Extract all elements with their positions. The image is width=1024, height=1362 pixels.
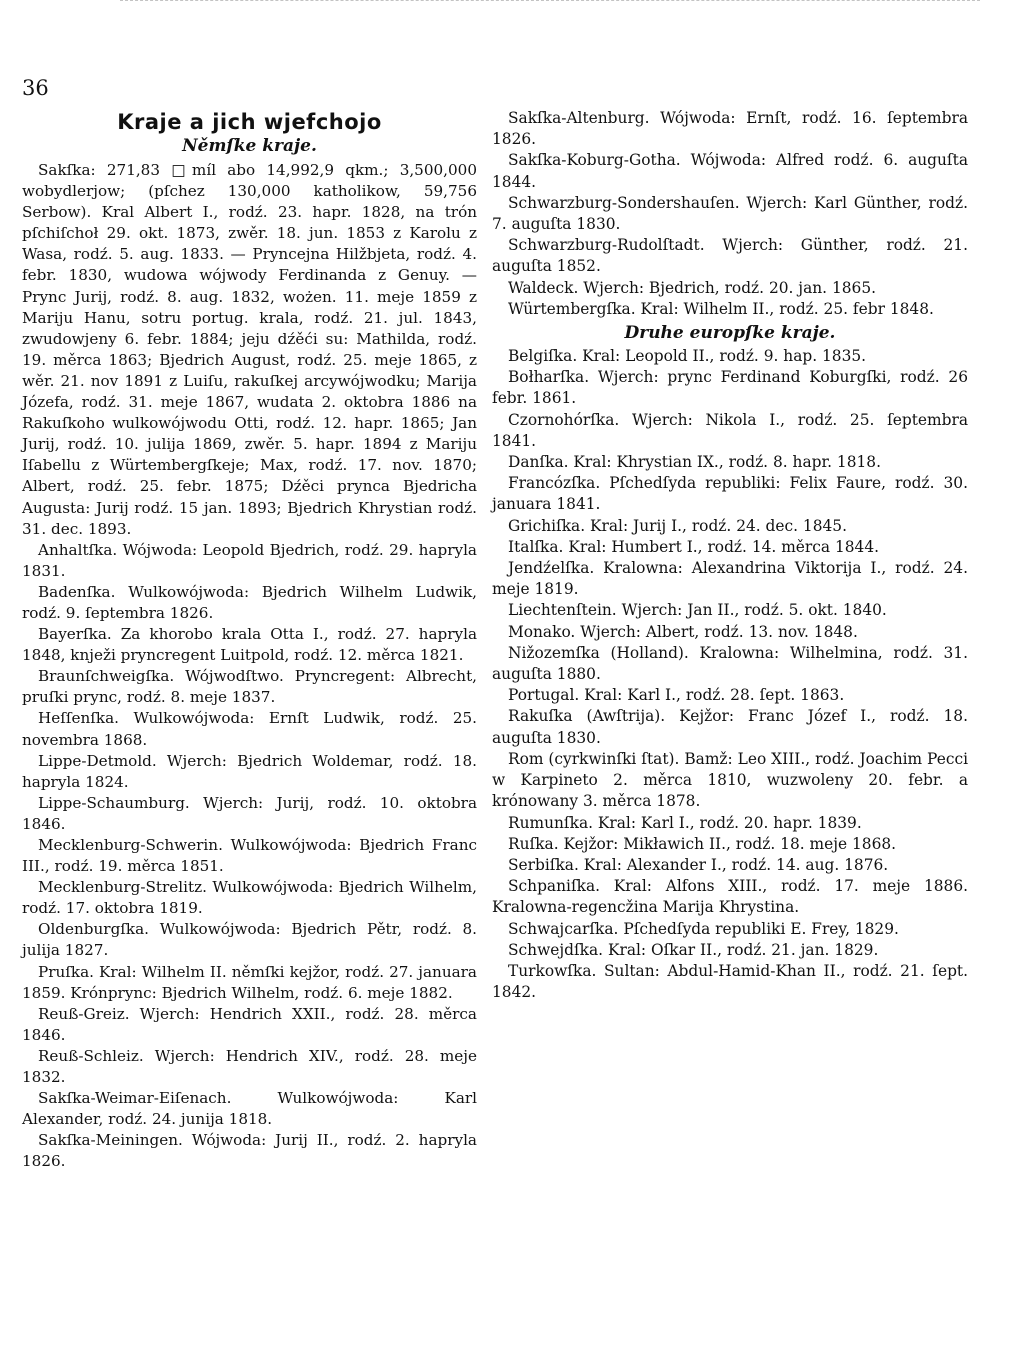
entry-paragraph: Waldeck. Wjerch: Bjedrich, rodź. 20. jan. 1865.: [508, 278, 877, 297]
entry-paragraph: Schwejdſka. Kral: Oſkar II., rodź. 21. jan. 1829.: [508, 940, 879, 959]
entry-paragraph: Schpaniſka. Kral: Alfons XIII., rodź. 17. meje 1886. Kralowna-regencžina Marija Khrystina.: [492, 877, 968, 917]
entry-paragraph: Braunſchweigſka. Wójwodſtwo. Pryncregent: Albrecht, pruſki prync, rodź. 8. meje 1837.: [22, 667, 477, 707]
entry-paragraph: Serbiſka. Kral: Alexander I., rodź. 14. aug. 1876.: [508, 855, 889, 874]
entry-paragraph: Oldenburgſka. Wulkowójwoda: Bjedrich Pětr, rodź. 8. julija 1827.: [22, 920, 477, 960]
entry-paragraph: Monako. Wjerch: Albert, rodź. 13. nov. 1848.: [508, 622, 858, 641]
entry-paragraph: Anhaltſka. Wójwoda: Leopold Bjedrich, rodź. 29. hapryla 1831.: [22, 540, 477, 580]
entry-paragraph: Badenſka. Wulkowójwoda: Bjedrich Wilhelm Ludwik, rodź. 9. ſeptembra 1826.: [22, 582, 477, 622]
entry-paragraph: Danſka. Kral: Khrystian IX., rodź. 8. hapr. 1818.: [508, 453, 881, 472]
entry-paragraph: Rumunſka. Kral: Karl I., rodź. 20. hapr. 1839.: [508, 813, 862, 832]
right-entries-top: [492, 108, 968, 320]
left-column: [22, 110, 477, 1173]
entry-paragraph: Schwarzburg-Rudolſtadt. Wjerch: Günther, rodź. 21. auguſta 1852.: [492, 236, 968, 276]
entry-paragraph: Sakſka: 271,83 □míl abo 14,992,9 qkm.; 3,500,000 wobydlerjow; (pſchez 130,000 katholikow, 59,756 Serbow). Kral Albert I., rodź. 23. hapr. 1828, na trón pſchiſchoł 29. okt. 1873, zwěr. 18. jun. 1853 z Karolu z Wasa, rodź. 5. aug. 1833. — Pryncejna Hilžbjeta, rodź. 4. febr. 1830, wudowa wójwody Ferdinanda z Genuy. — Prync Jurij, rodź. 8. aug. 1832, wożen. 11. meje 1859 z Mariju Hanu, sotru portug. krala, rodź. 21. jul. 1843, zwudowjeny 6. febr. 1884; jeju dźěći su: Mathilda, rodź. 19. měrca 1863; Bjedrich August, rodź. 25. meje 1865, z wěr. 21. nov 1891 z Luiſu, rakuſkej arcywójwodku; Marija Józefa, rodź. 31. meje 1867, wudata 2. oktobra 1886 na Rakuſkoho wulkowójwodu Otti, rodź. 12. hapr. 1865; Jan Jurij, rodź. 10. julija 1869, zwěr. 5. hapr. 1894 z Mariju Iſabellu z Würtembergſkeje; Max, rodź. 17. nov. 1870; Albert, rodź. 25. febr. 1875; Dźěci prynca Bjedricha Augusta: Jurij rodź. 15 jan. 1893; Bjedrich Khrystian rodź. 31. dec. 1893.: [22, 161, 477, 538]
entry-paragraph: Grichiſka. Kral: Jurij I., rodź. 24. dec. 1845.: [508, 516, 847, 535]
entry-paragraph: Italſka. Kral: Humbert I., rodź. 14. měrca 1844.: [508, 537, 879, 556]
entry-paragraph: Nižozemſka (Holland). Kralowna: Wilhelmina, rodź. 31. auguſta 1880.: [492, 643, 968, 684]
entry-paragraph: Turkowſka. Sultan: Abdul-Hamid-Khan II., rodź. 21. ſept. 1842.: [492, 961, 968, 1002]
right-entries: [492, 346, 968, 1003]
entry-paragraph: Czornohórſka. Wjerch: Nikola I., rodź. 25. ſeptembra 1841.: [492, 410, 968, 450]
entry-paragraph: Bołharſka. Wjerch: prync Ferdinand Koburgſki, rodź. 26 febr. 1861.: [492, 368, 968, 408]
entry-paragraph: Sakſka-Altenburg. Wójwoda: Ernſt, rodź. 16. ſeptembra 1826.: [492, 109, 968, 149]
entry-paragraph: Sakſka-Koburg-Gotha. Wójwoda: Alfred rodź. 6. auguſta 1844.: [492, 151, 968, 191]
entry-paragraph: Pruſka. Kral: Wilhelm II. němſki kejžor, rodź. 27. januara 1859. Krónprync: Bjedrich Wilhelm, rodź. 6. meje 1882.: [22, 962, 477, 1002]
scan-edge-artifact: [120, 0, 980, 6]
entry-paragraph: Lippe-Detmold. Wjerch: Bjedrich Woldemar, rodź. 18. hapryla 1824.: [22, 751, 477, 791]
entry-paragraph: Würtembergſka. Kral: Wilhelm II., rodź. 25. febr 1848.: [508, 299, 934, 318]
entry-paragraph: Belgiſka. Kral: Leopold II., rodź. 9. hap. 1835.: [508, 347, 867, 366]
entry-paragraph: Bayerſka. Za khorobo krala Otta I., rodź. 27. hapryla 1848, knježi pryncregent Luitpold, rodź. 12. měrca 1821.: [22, 625, 477, 665]
section-title-other-european-states: Druhe europſke kraje.: [624, 323, 836, 344]
entry-paragraph: Heſſenſka. Wulkowójwoda: Ernſt Ludwik, rodź. 25. novembra 1868.: [22, 709, 477, 749]
entry-paragraph: Liechtenſtein. Wjerch: Jan II., rodź. 5. okt. 1840.: [508, 601, 887, 620]
entry-paragraph: Schwajcarſka. Pſchedſyda republiki E. Frey, 1829.: [508, 919, 899, 938]
entry-paragraph: Sakſka-Weimar-Eiſenach. Wulkowójwoda: Karl Alexander, rodź. 24. junija 1818.: [22, 1089, 477, 1129]
entry-paragraph: Mecklenburg-Strelitz. Wulkowójwoda: Bjedrich Wilhelm, rodź. 17. oktobra 1819.: [22, 878, 477, 918]
entry-paragraph: Rakuſka (Awſtrija). Kejžor: Franc Józef I., rodź. 18. auguſta 1830.: [492, 707, 968, 747]
entry-paragraph: Lippe-Schaumburg. Wjerch: Jurij, rodź. 10. oktobra 1846.: [22, 793, 477, 833]
entry-paragraph: Reuß-Schleiz. Wjerch: Hendrich XIV., rodź. 28. meje 1832.: [22, 1046, 477, 1087]
entry-paragraph: Sakſka-Meiningen. Wójwoda: Jurij II., rodź. 2. hapryla 1826.: [22, 1131, 477, 1171]
left-entries: [22, 160, 477, 1173]
entry-paragraph: Schwarzburg-Sondershauſen. Wjerch: Karl Günther, rodź. 7. auguſta 1830.: [492, 193, 968, 234]
entry-paragraph: Rom (cyrkwinſki ſtat). Bamž: Leo XIII., rodź. Joachim Pecci w Karpineto 2. měrca 1810, wuzwoleny 20. febr. a krónowany 3. měrca 1878.: [492, 749, 968, 811]
right-column: [492, 108, 968, 1003]
entry-paragraph: Ruſka. Kejžor: Mikławich II., rodź. 18. meje 1868.: [508, 834, 897, 853]
entry-paragraph: Reuß-Greiz. Wjerch: Hendrich XXII., rodź. 28. měrca 1846.: [22, 1004, 477, 1044]
entry-paragraph: Jendźelſka. Kralowna: Alexandrina Viktorija I., rodź. 24. meje 1819.: [492, 559, 968, 599]
entry-paragraph: Mecklenburg-Schwerin. Wulkowójwoda: Bjedrich Franc III., rodź. 19. měrca 1851.: [22, 836, 477, 876]
section-title-german-states: Němſke kraje.: [182, 136, 317, 156]
page-number: 36: [22, 76, 49, 100]
entry-paragraph: Portugal. Kral: Karl I., rodź. 28. ſept. 1863.: [508, 686, 845, 705]
page-title: Kraje a jich wjefchojo: [117, 110, 382, 134]
entry-paragraph: Francózſka. Pſchedſyda republiki: Felix Faure, rodź. 30. januara 1841.: [492, 474, 968, 514]
